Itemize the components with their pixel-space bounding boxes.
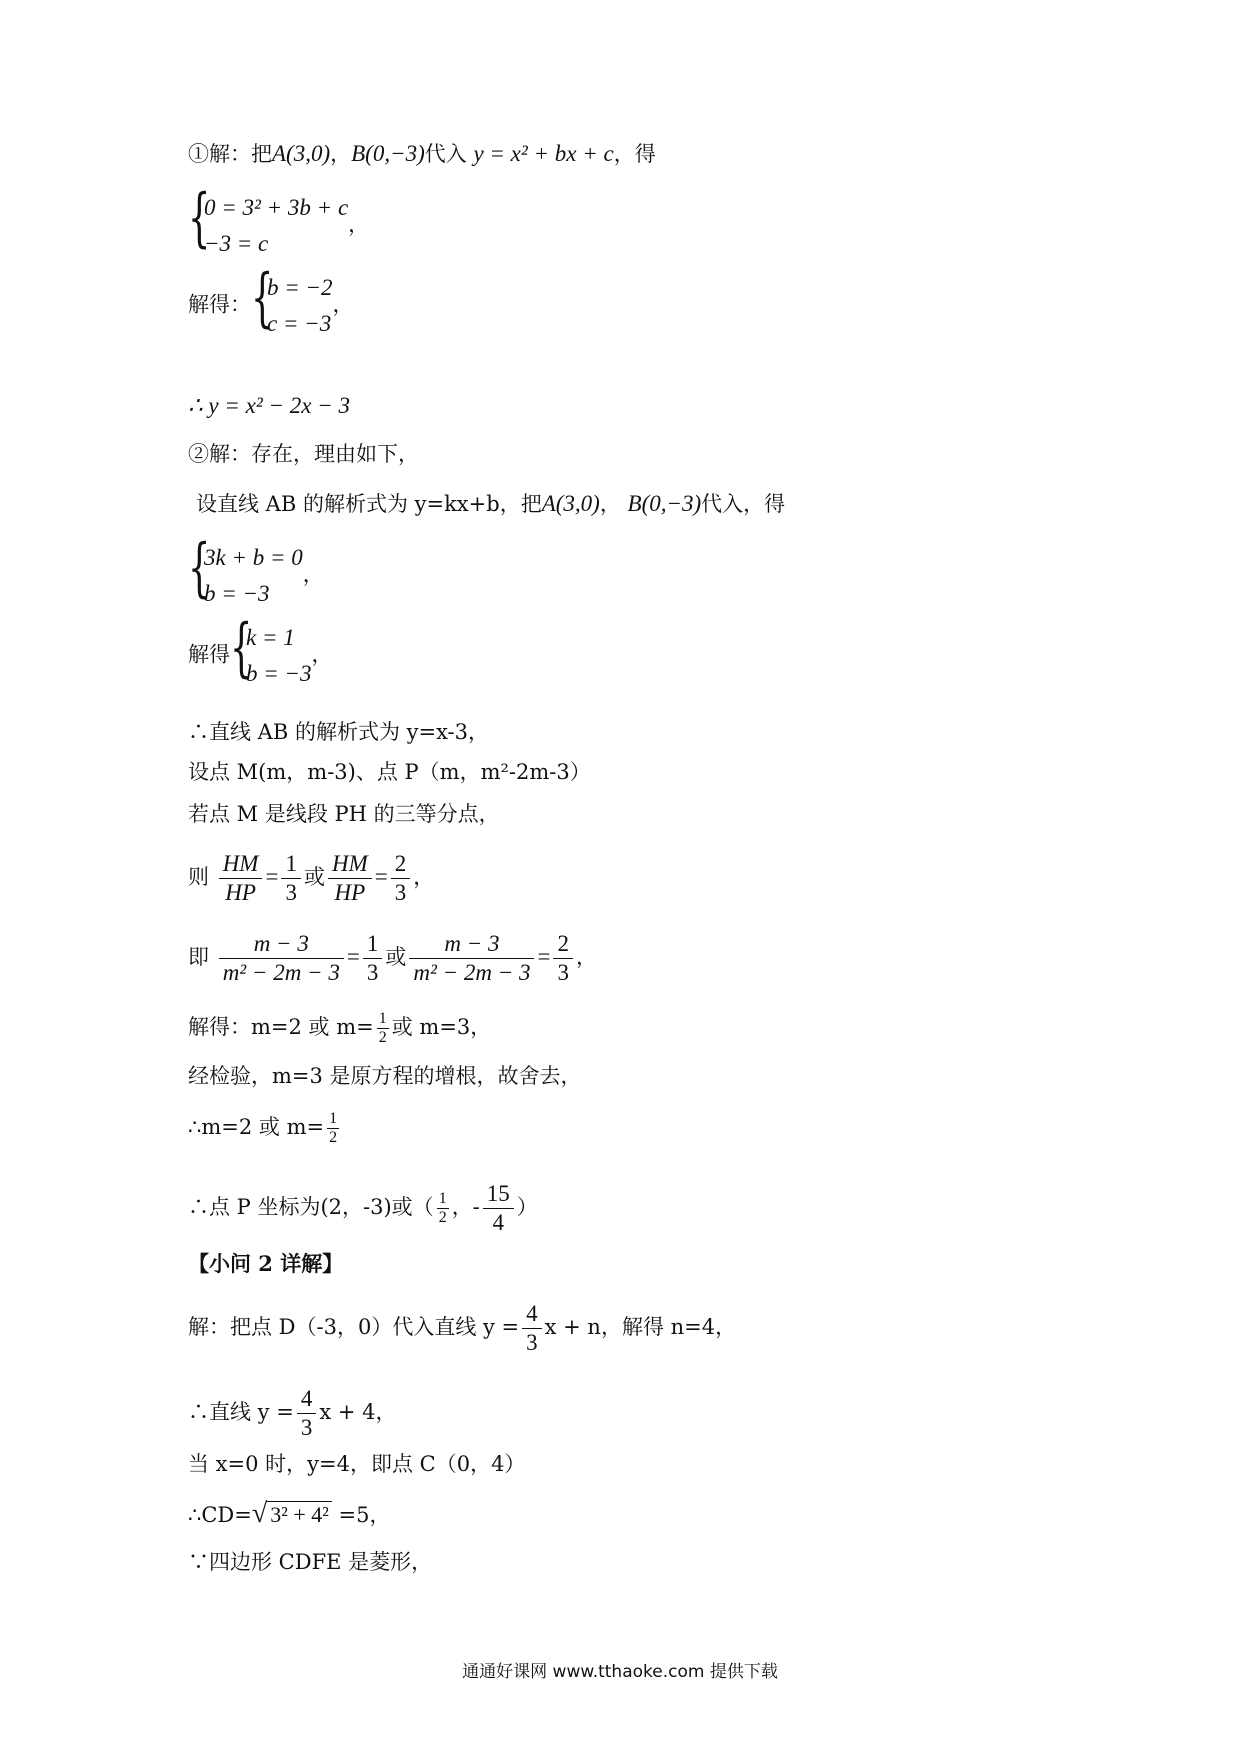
line-20 bbox=[188, 1385, 396, 1442]
denominator: m² − 2m − 3 bbox=[222, 960, 340, 985]
text: 或 m=3， bbox=[391, 1015, 492, 1039]
equation-row: b = −2 bbox=[267, 275, 333, 300]
text: ） bbox=[516, 1195, 538, 1219]
line-12 bbox=[188, 850, 434, 907]
equation-row: c = −3 bbox=[267, 311, 332, 336]
fraction bbox=[553, 930, 573, 987]
equation-row: 3k + b = 0 bbox=[204, 545, 303, 570]
denominator: 3 bbox=[285, 880, 297, 905]
text: =5， bbox=[338, 1503, 391, 1527]
point-b: B(0,−3) bbox=[351, 141, 425, 166]
text: ，得 bbox=[613, 142, 656, 166]
denominator: 2 bbox=[329, 1129, 338, 1146]
fraction bbox=[328, 850, 372, 907]
fraction bbox=[219, 930, 344, 987]
numerator: 1 bbox=[281, 850, 301, 879]
line-6 bbox=[196, 490, 785, 518]
text: ，- bbox=[451, 1195, 480, 1219]
line-system-3 bbox=[188, 531, 324, 612]
text: 设直线 AB 的解析式为 y=kx+b，把 bbox=[196, 492, 542, 516]
fraction bbox=[437, 1190, 449, 1227]
line-system-1 bbox=[188, 181, 370, 262]
line-11: 若点 M 是线段 PH 的三等分点， bbox=[188, 802, 500, 826]
parabola-equation: y = x² + bx + c bbox=[473, 141, 614, 166]
text: ， bbox=[311, 642, 333, 667]
numerator: m − 3 bbox=[409, 930, 534, 959]
numerator: 4 bbox=[297, 1385, 317, 1414]
fraction bbox=[483, 1180, 514, 1237]
text: ， bbox=[575, 945, 597, 969]
numerator: 1 bbox=[329, 1110, 338, 1127]
text: 解得：m=2 或 m= bbox=[188, 1015, 374, 1039]
fraction bbox=[409, 930, 534, 987]
line-5: ②解：存在，理由如下， bbox=[188, 442, 419, 466]
line-system-2 bbox=[188, 261, 354, 342]
numerator: HM bbox=[328, 850, 372, 879]
denominator: m² − 2m − 3 bbox=[413, 960, 531, 985]
denominator: 4 bbox=[492, 1210, 505, 1235]
line-17 bbox=[188, 1180, 538, 1237]
text: ∴m=2 或 m= bbox=[188, 1115, 325, 1139]
numerator: 2 bbox=[553, 930, 573, 959]
radicand: 3² + 4² bbox=[267, 1501, 332, 1528]
denominator: 2 bbox=[438, 1209, 447, 1226]
equation-row: b = −3 bbox=[204, 581, 270, 606]
fraction bbox=[219, 850, 263, 907]
text: ∴直线 y = bbox=[188, 1400, 294, 1424]
equation-row: b = −3 bbox=[246, 661, 312, 686]
numerator: 15 bbox=[483, 1180, 514, 1209]
line-10: 设点 M(m，m-3)、点 P（m，m²-2m-3） bbox=[188, 760, 591, 784]
equation-row: 0 = 3² + 3b + c bbox=[204, 195, 349, 220]
numerator: 1 bbox=[378, 1010, 387, 1027]
numerator: 4 bbox=[522, 1300, 542, 1329]
text: 或 bbox=[385, 945, 407, 969]
text: 解：把点 D（-3，0）代入直线 y = bbox=[188, 1315, 520, 1339]
denominator: 2 bbox=[378, 1029, 387, 1046]
text: 代入 bbox=[424, 142, 467, 166]
fraction bbox=[363, 930, 383, 987]
line-23: ∵四边形 CDFE 是菱形， bbox=[188, 1550, 433, 1574]
equation-system: { 3k + b = 0 b = −3 bbox=[188, 540, 303, 612]
fraction bbox=[522, 1300, 542, 1357]
numerator: 2 bbox=[391, 850, 411, 879]
equation-system: { 0 = 3² + 3b + c −3 = c bbox=[188, 190, 348, 262]
numerator: HM bbox=[219, 850, 263, 879]
text: x + n，解得 n=4， bbox=[544, 1315, 737, 1339]
denominator: 3 bbox=[366, 960, 379, 985]
line-22 bbox=[188, 1500, 391, 1529]
line-4: ∴ y = x² − 2x − 3 bbox=[188, 393, 350, 418]
text: ∴点 P 坐标为(2，-3)或（ bbox=[188, 1195, 434, 1219]
fraction bbox=[281, 850, 301, 907]
line-13 bbox=[188, 930, 597, 987]
text: 代入，得 bbox=[701, 492, 786, 516]
equals: = bbox=[374, 864, 388, 889]
denominator: 3 bbox=[557, 960, 569, 985]
text: ， bbox=[413, 865, 435, 889]
line-16 bbox=[188, 1110, 342, 1147]
equals: = bbox=[537, 944, 551, 969]
denominator: 3 bbox=[300, 1415, 313, 1440]
sep: ， bbox=[330, 142, 352, 166]
numerator: 1 bbox=[438, 1190, 447, 1207]
line-19 bbox=[188, 1300, 736, 1357]
text: ， bbox=[302, 562, 324, 587]
text: 解得： bbox=[188, 292, 251, 317]
footer: 通通好课网 www.tthaoke.com 提供下载 bbox=[462, 1662, 778, 1682]
fraction bbox=[391, 850, 411, 907]
equals: = bbox=[265, 864, 279, 889]
fraction bbox=[297, 1385, 317, 1442]
point-b: B(0,−3) bbox=[627, 491, 702, 516]
text: ， bbox=[332, 292, 354, 317]
text: x + 4， bbox=[319, 1400, 397, 1424]
text: 则 bbox=[188, 865, 209, 889]
denominator: HP bbox=[225, 880, 256, 905]
text: ∴CD= bbox=[188, 1503, 252, 1527]
fraction bbox=[327, 1110, 339, 1147]
line-1 bbox=[188, 140, 656, 168]
text: 或 bbox=[303, 865, 325, 889]
text: 即 bbox=[188, 945, 209, 969]
equation-row: −3 = c bbox=[204, 231, 269, 256]
point-a: A(3,0) bbox=[541, 491, 600, 516]
line-21: 当 x=0 时，y=4，即点 C（0，4） bbox=[188, 1452, 526, 1476]
text: ①解：把 bbox=[188, 142, 272, 166]
sep: ， bbox=[599, 492, 621, 516]
numerator: 1 bbox=[363, 930, 383, 959]
line-14 bbox=[188, 1010, 491, 1047]
equation-row: k = 1 bbox=[246, 625, 295, 650]
point-a: A(3,0) bbox=[272, 141, 331, 166]
equation-system: { k = 1 b = −3 bbox=[230, 620, 312, 692]
equation-system: { b = −2 c = −3 bbox=[251, 270, 333, 342]
fraction bbox=[377, 1010, 389, 1047]
text: 解得 bbox=[188, 642, 230, 667]
equals: = bbox=[346, 944, 360, 969]
section-heading: 【小问 2 详解】 bbox=[188, 1251, 344, 1276]
sqrt-sign-icon: √ bbox=[251, 1498, 268, 1529]
line-system-4 bbox=[188, 611, 333, 692]
line-15: 经检验，m=3 是原方程的增根，故舍去， bbox=[188, 1064, 582, 1088]
denominator: HP bbox=[334, 880, 366, 905]
denominator: 3 bbox=[526, 1330, 538, 1355]
line-9: ∴直线 AB 的解析式为 y=x-3， bbox=[188, 720, 490, 744]
denominator: 3 bbox=[394, 880, 407, 905]
text: ， bbox=[348, 212, 370, 237]
numerator: m − 3 bbox=[219, 930, 344, 959]
